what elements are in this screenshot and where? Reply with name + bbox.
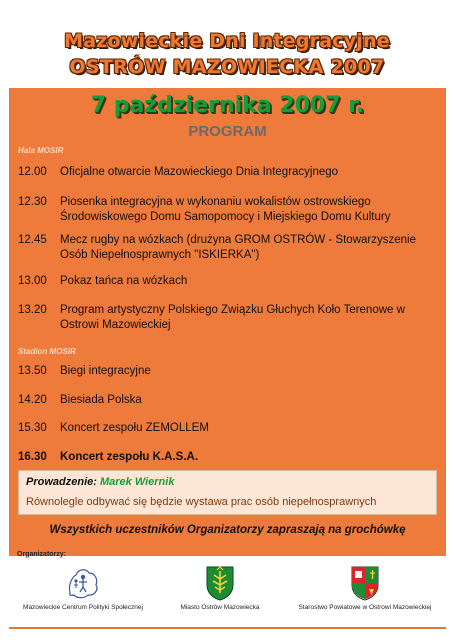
bottom-divider <box>9 627 446 629</box>
section-label-stadion: Stadion MOSIR <box>18 347 76 356</box>
organizer-city <box>165 565 275 611</box>
presenter-label: Prowadzenie: <box>26 476 97 488</box>
city-coat-of-arms-icon <box>205 565 235 601</box>
program-item-text: Program artystyczny Polskiego Związku Głuchych Koło Terenowe w Ostrowi Mazowieckiej <box>60 304 405 331</box>
program-item-time: 12.00 <box>18 166 47 178</box>
organizer-name: Miasto Ostrów Mazowiecka <box>180 604 260 611</box>
program-item-time: 16.30 <box>18 451 47 463</box>
invitation-text: Wszystkich uczestników Organizatorzy zapraszają na grochówkę <box>49 524 406 536</box>
program-item-time: 13.50 <box>18 365 47 377</box>
event-date: 7 października 2007 r. <box>90 93 365 118</box>
program-item-text: Koncert zespołu K.A.S.A. <box>60 451 199 463</box>
program-item-text: Piosenka integracyjna w wykonaniu wokalistów ostrowskiego Środowiskowego Domu Samopomocy i Miejskiego Domu Kultury <box>60 196 391 223</box>
program-item-time: 12.45 <box>18 234 47 246</box>
program-item-text: Mecz rugby na wózkach (drużyna GROM OSTRÓW - Stowarzyszenie Osób Niepełnosprawnych "ISKIERKA") <box>60 234 416 261</box>
program-item-text: Biegi integracyjne <box>60 365 151 377</box>
program-item-time: 14.20 <box>18 394 47 406</box>
program-item-time: 15.30 <box>18 422 47 434</box>
presenter-line <box>26 476 174 488</box>
poster-header <box>0 0 454 88</box>
presenter-name: Marek Wiernik <box>99 476 175 488</box>
organizer-county <box>280 565 450 611</box>
organizer-name: Starostwo Powiatowe w Ostrowi Mazowieckiej <box>298 604 432 611</box>
program-item-text: Koncert zespołu ZEMOLLEM <box>60 422 209 434</box>
program-heading: PROGRAM <box>188 123 267 140</box>
mcps-logo-icon <box>64 565 102 601</box>
organizer-name: Mazowieckie Centrum Polityki Społecznej <box>23 604 143 611</box>
presenter-box <box>18 470 437 515</box>
event-title: Mazowieckie Dni Integracyjne <box>64 30 390 52</box>
program-item-time: 13.00 <box>18 275 47 287</box>
program-panel <box>9 88 446 556</box>
program-item-time: 12.30 <box>18 196 47 208</box>
event-location-year: OSTRÓW MAZOWIECKA 2007 <box>69 56 385 78</box>
program-item-text: Oficjalne otwarcie Mazowieckiego Dnia Integracyjnego <box>60 166 339 178</box>
county-coat-of-arms-icon <box>350 565 380 601</box>
exhibit-note: Równolegle odbywać się będzie wystawa prac osób niepełnosprawnych <box>26 496 377 508</box>
section-label-hala: Hala MOSIR <box>18 146 64 155</box>
organizers-label: Organizatorzy: <box>17 551 67 558</box>
program-item-text: Pokaz tańca na wózkach <box>60 275 188 287</box>
program-item-time: 13.20 <box>18 304 47 316</box>
program-item-text: Biesiada Polska <box>60 394 142 406</box>
organizer-mcps <box>8 565 158 611</box>
